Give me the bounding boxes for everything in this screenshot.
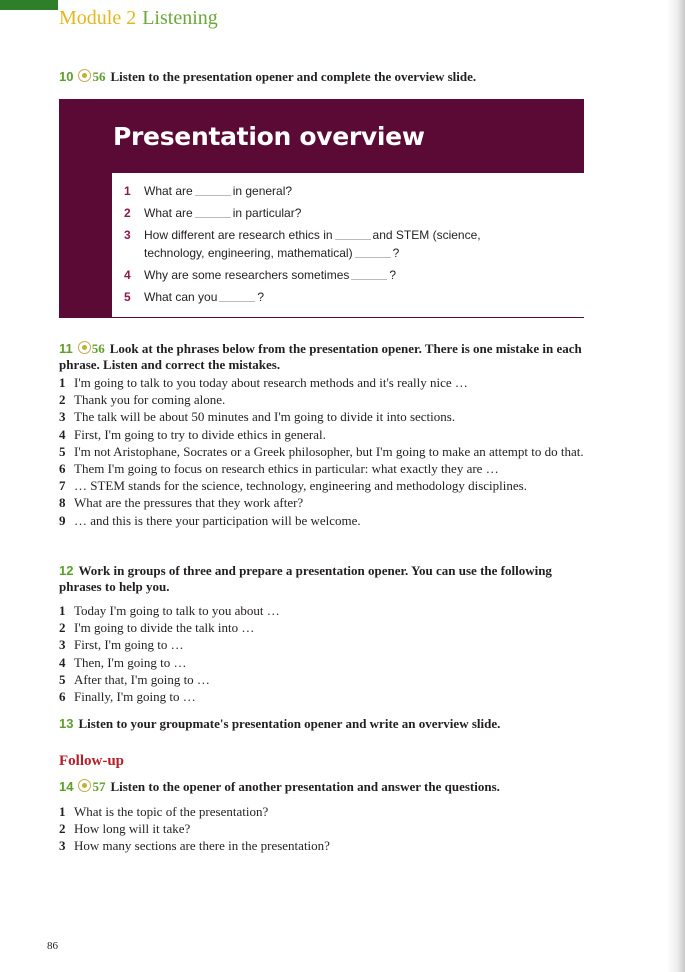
instruction-text: Work in groups of three and prepare a presentation opener. You can use the following phrases to help you. xyxy=(59,563,552,594)
list-item xyxy=(59,619,587,636)
item-number: 9 xyxy=(59,512,66,528)
item-text: Them I'm going to focus on research ethics in particular: what exactly they are … xyxy=(74,461,499,477)
list-item xyxy=(59,512,587,529)
item-number: 3 xyxy=(59,838,66,854)
instruction-text: Listen to the opener of another presentation and answer the questions. xyxy=(110,779,500,794)
list-item xyxy=(59,477,587,494)
exercise-number: 11 xyxy=(59,341,73,356)
list-item xyxy=(59,820,587,837)
item-number: 2 xyxy=(59,821,66,837)
item-text: First, I'm going to … xyxy=(74,637,184,653)
item-number: 7 xyxy=(59,478,66,494)
audio-track-number[interactable]: 56 xyxy=(91,341,105,356)
slide-title: Presentation overview xyxy=(113,122,425,151)
page-edge-shadow xyxy=(667,0,685,972)
item-text: technology, engineering, mathematical) xyxy=(144,246,353,260)
item-number: 4 xyxy=(59,654,66,670)
item-number: 5 xyxy=(124,290,131,304)
instruction-text: Listen to the presentation opener and complete the overview slide. xyxy=(110,69,477,84)
slide-item xyxy=(124,288,544,306)
exercise-10-instruction xyxy=(59,69,587,85)
item-number: 6 xyxy=(59,461,66,477)
audio-track-number[interactable]: 56 xyxy=(92,69,106,84)
item-number: 3 xyxy=(59,409,66,425)
exercise-13-instruction xyxy=(59,716,587,732)
list-item xyxy=(59,460,587,477)
answer-blank[interactable] xyxy=(351,267,387,280)
item-number: 4 xyxy=(124,268,131,282)
item-number: 5 xyxy=(59,443,66,459)
item-text: Why are some researchers sometimes xyxy=(144,268,350,282)
instruction-text: Listen to your groupmate's presentation opener and write an overview slide. xyxy=(78,716,501,731)
item-text: Today I'm going to talk to you about … xyxy=(74,603,280,618)
item-text: ? xyxy=(257,290,265,304)
item-number: 1 xyxy=(124,184,131,198)
item-text: The talk will be about 50 minutes and I'm going to divide it into sections. xyxy=(74,409,456,425)
answer-blank[interactable] xyxy=(335,227,371,240)
list-item xyxy=(59,837,587,854)
item-text: What is the topic of the presentation? xyxy=(74,804,269,819)
exercise-12-instruction xyxy=(59,563,587,595)
item-number: 1 xyxy=(59,804,66,819)
item-number: 4 xyxy=(59,426,66,442)
answer-blank[interactable] xyxy=(219,289,255,302)
item-text: How long will it take? xyxy=(74,821,191,837)
item-number: 2 xyxy=(59,620,66,636)
item-text: Finally, I'm going to … xyxy=(74,689,196,705)
item-text: … and this is there your participation will be welcome. xyxy=(74,512,361,528)
item-text: What can you xyxy=(144,290,218,304)
list-item xyxy=(59,671,587,688)
item-text: I'm going to divide the talk into … xyxy=(74,620,255,636)
item-text: I'm not Aristophane, Socrates or a Greek philosopher, but I'm going to make an attempt to do that. xyxy=(74,443,584,459)
list-item xyxy=(59,636,587,653)
item-text: I'm going to talk to you today about research methods and it's really nice … xyxy=(74,375,468,390)
presentation-overview-slide xyxy=(59,99,584,318)
module-heading xyxy=(59,7,218,30)
list-item xyxy=(59,408,587,425)
item-text: What are xyxy=(144,206,193,220)
answer-blank[interactable] xyxy=(195,183,231,196)
item-number: 1 xyxy=(59,375,66,390)
item-text: and STEM (science, xyxy=(372,228,481,242)
slide-item xyxy=(124,266,544,284)
item-number: 6 xyxy=(59,689,66,705)
list-item xyxy=(59,803,587,820)
list-item xyxy=(59,654,587,671)
item-text: What are xyxy=(144,184,193,198)
item-text: First, I'm going to try to divide ethics in general. xyxy=(74,426,326,442)
item-text: What are the pressures that they work after? xyxy=(74,495,304,511)
list-item xyxy=(59,391,587,408)
page-number: 86 xyxy=(47,940,58,952)
item-number: 1 xyxy=(59,603,66,618)
item-text: … STEM stands for the science, technology, engineering and methodology disciplines. xyxy=(74,478,527,494)
list-item xyxy=(59,602,587,619)
exercise-number: 13 xyxy=(59,716,74,731)
answer-blank[interactable] xyxy=(195,205,231,218)
list-item xyxy=(59,443,587,460)
item-text: in general? xyxy=(232,184,293,198)
section-tab-marker xyxy=(0,0,58,10)
list-item xyxy=(59,374,587,391)
exercise-11-instruction xyxy=(59,341,587,373)
exercise-11-list xyxy=(59,374,587,529)
list-item xyxy=(59,688,587,705)
item-text: After that, I'm going to … xyxy=(74,671,210,687)
exercise-14-instruction xyxy=(59,779,587,795)
item-number: 2 xyxy=(124,206,131,220)
item-text: Then, I'm going to … xyxy=(74,654,187,670)
item-number: 2 xyxy=(59,392,66,408)
item-text: How many sections are there in the presentation? xyxy=(74,838,330,854)
answer-blank[interactable] xyxy=(355,245,391,258)
slide-content-panel xyxy=(112,173,584,317)
item-number: 3 xyxy=(59,637,66,653)
item-text: in particular? xyxy=(232,206,302,220)
item-text: ? xyxy=(389,268,397,282)
follow-up-heading: Follow-up xyxy=(59,753,125,769)
module-label: Module 2 xyxy=(59,7,137,29)
exercise-number: 12 xyxy=(59,563,74,578)
slide-item xyxy=(124,204,544,222)
audio-track-number[interactable]: 57 xyxy=(92,779,106,794)
item-text: ? xyxy=(392,246,400,260)
exercise-14-list xyxy=(59,803,587,855)
section-label: Listening xyxy=(142,7,218,29)
exercise-number: 14 xyxy=(59,779,74,794)
list-item xyxy=(59,494,587,511)
audio-cd-icon[interactable] xyxy=(78,341,91,354)
list-item xyxy=(59,426,587,443)
item-text: How different are research ethics in xyxy=(144,228,333,242)
item-text: Thank you for coming alone. xyxy=(74,392,226,408)
exercise-12-list xyxy=(59,602,587,705)
item-number: 8 xyxy=(59,495,66,511)
item-number: 3 xyxy=(124,228,131,242)
audio-cd-icon[interactable] xyxy=(78,779,91,792)
slide-item xyxy=(124,226,544,262)
instruction-text: Look at the phrases below from the presentation opener. There is one mistake in each phrase. Listen and correct the mistakes. xyxy=(59,341,582,372)
slide-item xyxy=(124,182,544,200)
exercise-number: 10 xyxy=(59,69,74,84)
audio-cd-icon[interactable] xyxy=(78,69,91,82)
item-number: 5 xyxy=(59,671,66,687)
